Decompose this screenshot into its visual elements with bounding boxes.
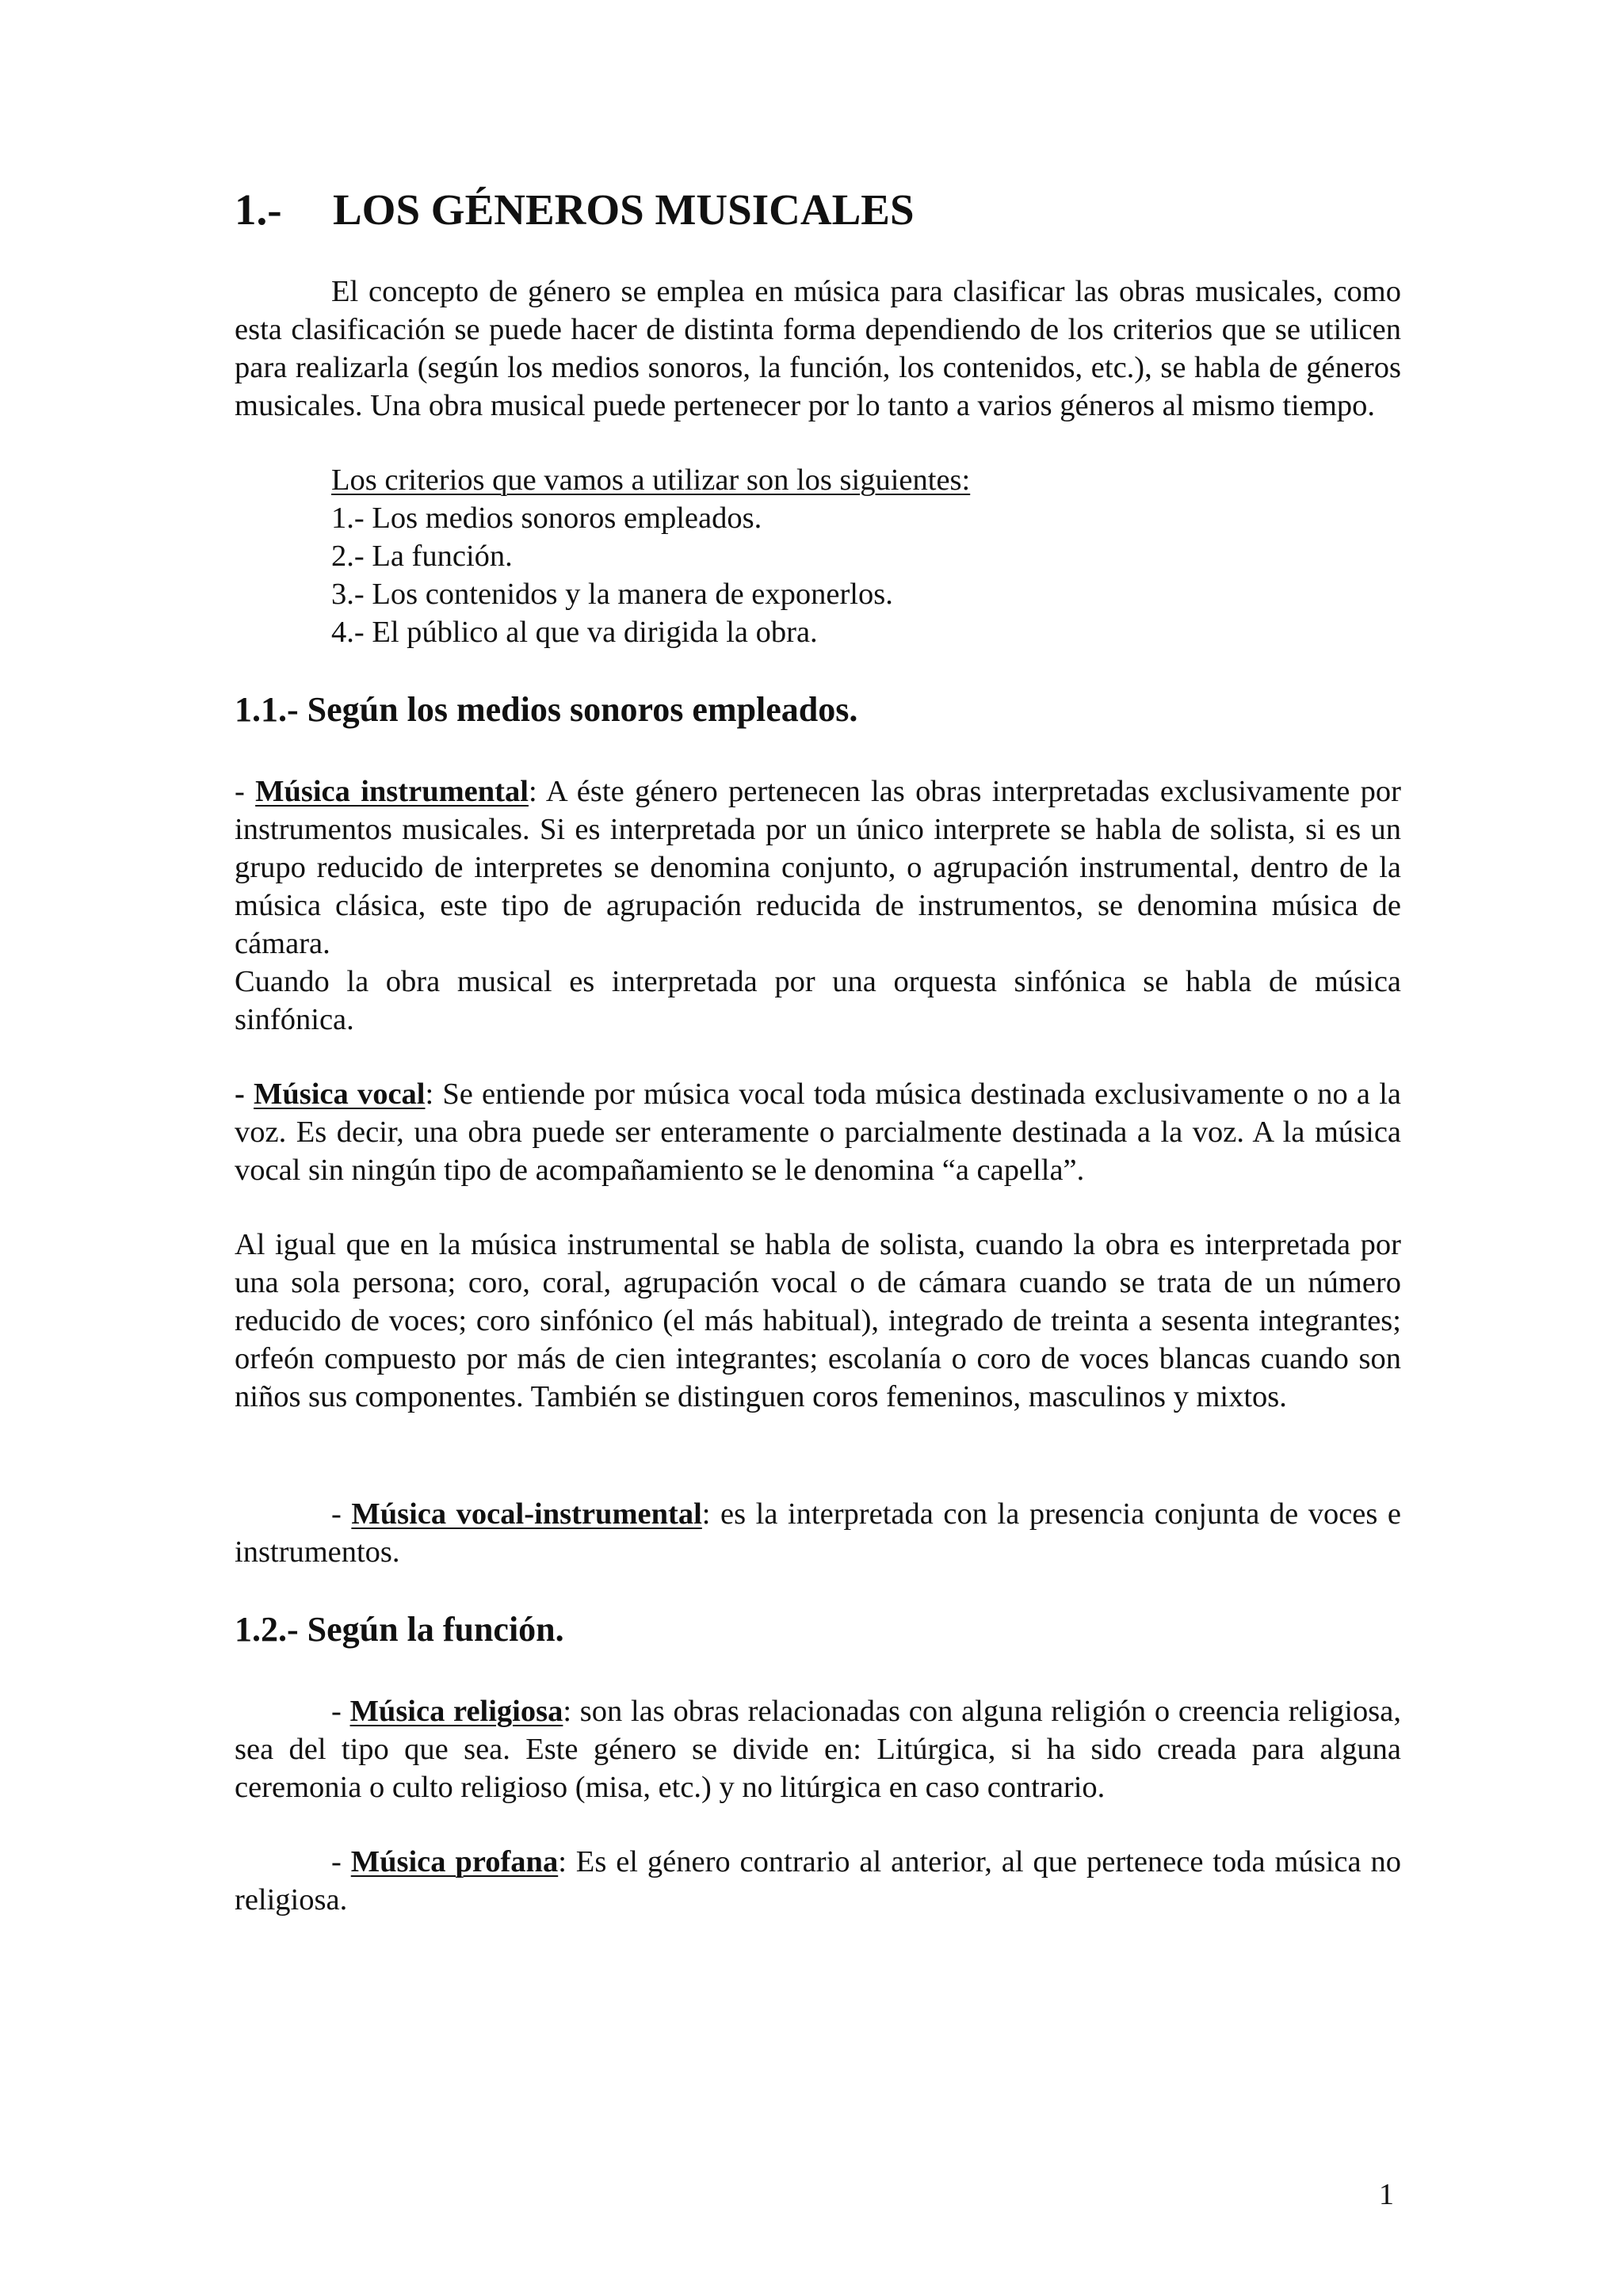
- vocal-instrumental-text: : es la interpretada con la presencia conjunta de voces e instrumentos.: [235, 1497, 1402, 1569]
- criteria-heading: Los criterios que vamos a utilizar son los siguientes:: [331, 463, 971, 497]
- title-number: 1.-: [235, 185, 282, 234]
- paragraph-vocal: [235, 1075, 1401, 1189]
- religiosa-text: : son las obras relacionadas con alguna religión o creencia religiosa, sea del tipo que sea. Este género se divide en: Litúrgica, si ha sido creada para alguna ceremonia o culto religioso (misa, etc.) y no litúrgica en caso contrario.: [235, 1694, 1402, 1804]
- section-heading-funcion: 1.2.- Según la función.: [235, 1609, 564, 1649]
- paragraph-profana: [235, 1843, 1401, 1919]
- criteria-list: [331, 461, 1401, 651]
- bullet-prefix: -: [331, 1694, 350, 1728]
- intro-paragraph: El concepto de género se emplea en música para clasificar las obras musicales, como esta clasificación se puede hacer de distinta forma dependiendo de los criterios que se utilicen para realizarla (según los medios sonoros, la función, los contenidos, etc.), se habla de géneros musicales. Una obra musical puede pertenecer por lo tanto a varios géneros al mismo tiempo.: [235, 275, 1401, 422]
- paragraph-instrumental: [235, 772, 1401, 963]
- page-title: [235, 184, 1401, 236]
- criteria-item: 1.- Los medios sonoros empleados.: [331, 502, 762, 535]
- criteria-item: 4.- El público al que va dirigida la obra.: [331, 616, 818, 649]
- criteria-item: 3.- Los contenidos y la manera de exponerlos.: [331, 578, 893, 611]
- paragraph-religiosa: [235, 1692, 1401, 1806]
- paragraph-vocal-instrumental: [235, 1495, 1401, 1571]
- criteria-item: 2.- La función.: [331, 540, 513, 573]
- bullet-prefix: -: [235, 774, 256, 808]
- bullet-prefix: -: [331, 1844, 351, 1878]
- profana-text: : Es el género contrario al anterior, al que pertenece toda música no religiosa.: [235, 1844, 1402, 1917]
- term-musica-vocal-instrumental: Música vocal-instrumental: [351, 1497, 702, 1531]
- term-musica-religiosa: Música religiosa: [349, 1694, 563, 1728]
- term-musica-profana: Música profana: [350, 1844, 559, 1878]
- bullet-prefix: -: [331, 1497, 352, 1531]
- page-content: [235, 184, 1401, 1919]
- vocal-text: : Se entiende por música vocal toda música destinada exclusivamente o no a la voz. Es decir, una obra puede ser enteramente o parcialmente destinada a la voz. A la música vocal sin ningún tipo de acompañamiento se le denomina “a capella”.: [235, 1077, 1401, 1187]
- term-musica-vocal: Música vocal: [254, 1077, 426, 1111]
- instrumental-text: : A éste género pertenecen las obras interpretadas exclusivamente por instrumentos musicales. Si es interpretada por un único interprete se habla de solista, si es un grupo reducido de interpretes se denomina conjunto, o agrupación instrumental, dentro de la música clásica, este tipo de agrupación reducida de instrumentos, se denomina música de cámara.: [235, 774, 1401, 960]
- page-number: 1: [1379, 2178, 1394, 2211]
- paragraph-coros: Al igual que en la música instrumental se habla de solista, cuando la obra es interpretada por una sola persona; coro, coral, agrupación vocal o de cámara cuando se trata de un número reducido de voces; coro sinfónico (el más habitual), integrado de treinta a sesenta integrantes; orfeón compuesto por más de cien integrantes; escolanía o coro de voces blancas cuando son niños sus componentes. También se distinguen coros femeninos, masculinos y mixtos.: [235, 1227, 1401, 1413]
- term-musica-instrumental: Música instrumental: [255, 774, 529, 808]
- section-heading-medios: 1.1.- Según los medios sonoros empleados.: [235, 690, 858, 729]
- title-text: LOS GÉNEROS MUSICALES: [333, 185, 915, 234]
- paragraph-sinfonica: Cuando la obra musical es interpretada por una orquesta sinfónica se habla de música sinfónica.: [235, 964, 1401, 1036]
- bullet-prefix: -: [235, 1077, 254, 1111]
